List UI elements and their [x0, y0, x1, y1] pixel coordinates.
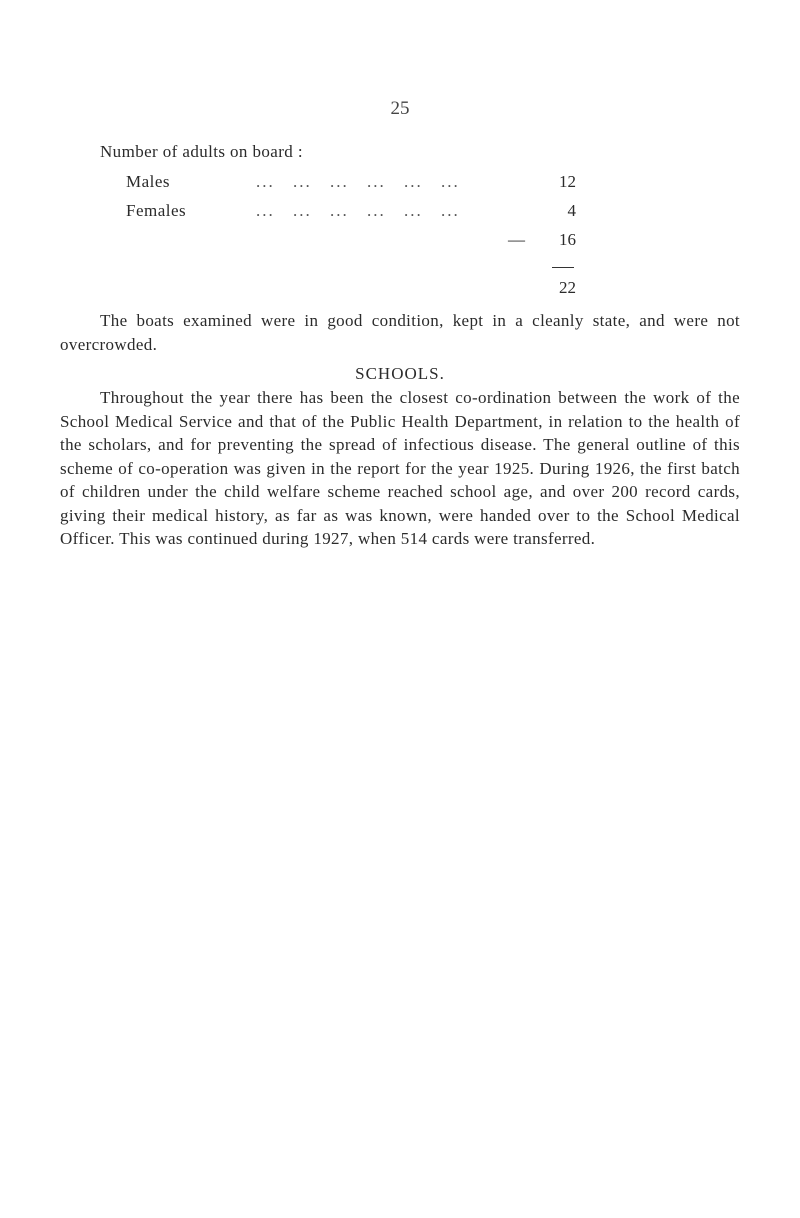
boats-paragraph [60, 309, 740, 356]
subtotal-value: 16 [559, 230, 576, 249]
schools-paragraph [60, 386, 740, 551]
males-label: Males [126, 172, 171, 191]
subtotal-dash: — [508, 230, 525, 249]
females-row [126, 201, 576, 225]
leader-dots: ... ... ... ... ... ... [256, 201, 460, 220]
leader-dots: ... ... ... ... ... ... [256, 172, 460, 191]
females-label: Females [126, 201, 187, 220]
adults-on-board-heading: Number of adults on board : [100, 142, 303, 161]
adults-total: 22 [559, 278, 576, 297]
males-row [126, 172, 576, 196]
boats-paragraph-text: The boats examined were in good condition, kept in a cleanly state, and were not overcrowded. [60, 311, 740, 354]
females-value: 4 [567, 201, 576, 220]
males-value: 12 [559, 172, 576, 191]
schools-heading: SCHOOLS. [355, 364, 445, 383]
total-rule [552, 267, 574, 268]
page-number: 25 [390, 98, 410, 119]
schools-paragraph-text: Throughout the year there has been the closest co-ordination between the work of the School Medical Service and that of the Public Health Department, in relation to the health of the scholars, and for preventing the spread of infectious disease. The general outline of this scheme of co-operation was given in the report for the year 1925. During 1926, the first batch of children under the child welfare scheme reached school age, and over 200 record cards, giving their medical history, as far as was known, were handed over to the School Medical Officer. This was continued during 1927, when 514 cards were transferred. [60, 388, 740, 548]
